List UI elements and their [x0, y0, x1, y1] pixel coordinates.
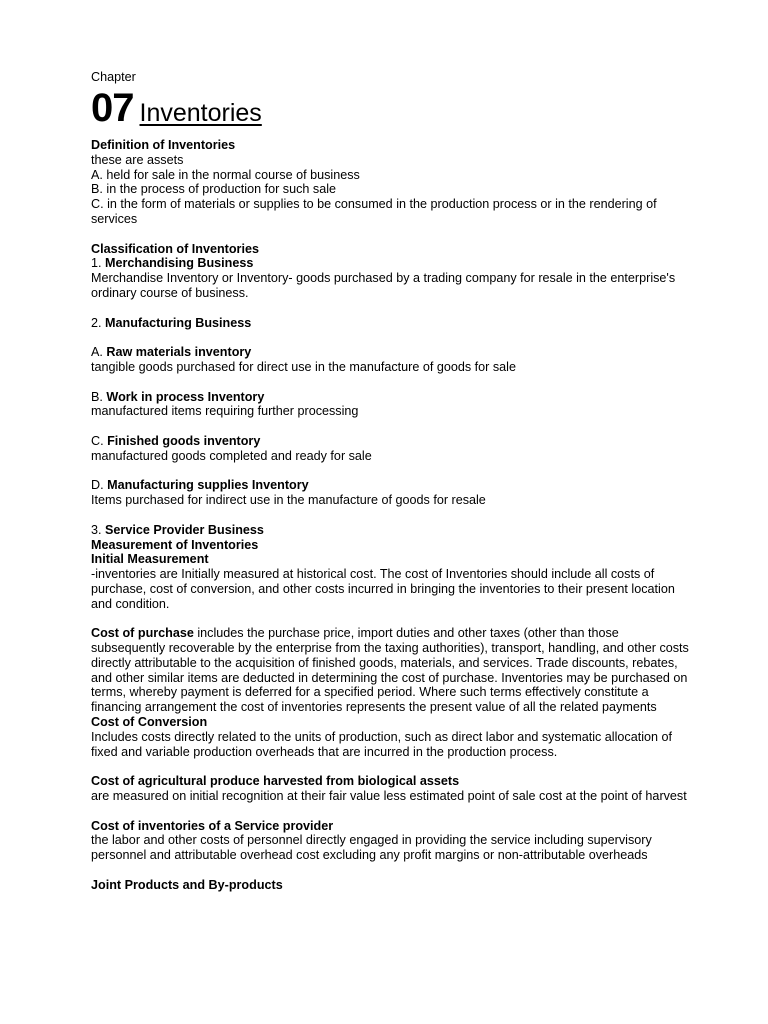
- manufacturing-prefix: 2.: [91, 315, 106, 330]
- spacer: [91, 863, 691, 878]
- cost-of-purchase-paragraph: [91, 626, 691, 715]
- spacer: [91, 508, 691, 523]
- chapter-label: Chapter: [91, 70, 136, 84]
- inventory-type-heading: [91, 478, 691, 493]
- spacer: [91, 375, 691, 390]
- spacer: [91, 419, 691, 434]
- service-business-title: Service Provider Business: [105, 522, 264, 537]
- initial-measurement-body: -inventories are Initially measured at historical cost. The cost of Inventories should include all costs of purchase, cost of conversion, and other costs incurred in bringing the inventories to their present location and condition.: [91, 567, 675, 611]
- initial-measurement-heading: Initial Measurement: [91, 552, 209, 567]
- merchandising-prefix: 1.: [91, 256, 106, 271]
- classification-heading: Classification of Inventories: [91, 241, 259, 256]
- cost-of-purchase-body: includes the purchase price, import duties and other taxes (other than those subsequently recoverable by the enterprise from the taxing authorities), transport, handling, and other costs directly attributable to the acquisition of finished goods, materials, and services. Trade discounts, rebates, and other similar items are deducted in determining the cost of purchase. Inventories may be purchased on terms, whereby payment is deferred for a specified period. Where such terms effectively constitute a financing arrangement the cost of inventories represents the present value of all the related payments: [91, 626, 689, 715]
- spacer: [91, 301, 691, 316]
- inventory-type-body: tangible goods purchased for direct use in the manufacture of goods for sale: [91, 359, 516, 374]
- inventory-type-heading: [91, 434, 691, 449]
- service-business-prefix: 3.: [91, 522, 106, 537]
- inventory-type-prefix: D.: [91, 478, 108, 493]
- inventory-type-prefix: B.: [91, 389, 107, 404]
- spacer: [91, 804, 691, 819]
- document-page: [91, 70, 691, 893]
- definition-line: B. in the process of production for such sale: [91, 182, 337, 197]
- inventory-type-heading: [91, 390, 691, 405]
- spacer: [91, 330, 691, 345]
- spacer: [91, 464, 691, 479]
- chapter-heading: [91, 86, 691, 136]
- measurement-heading: Measurement of Inventories: [91, 537, 259, 552]
- manufacturing-title: Manufacturing Business: [105, 315, 252, 330]
- chapter-title: Inventories: [139, 99, 262, 127]
- manufacturing-heading: [91, 316, 691, 331]
- inventory-type-title: Manufacturing supplies Inventory: [107, 478, 309, 493]
- inventory-type-prefix: C.: [91, 433, 108, 448]
- service-provider-cost-heading: Cost of inventories of a Service provider: [91, 818, 334, 833]
- inventory-type-prefix: A.: [91, 345, 107, 360]
- inventory-type-title: Finished goods inventory: [107, 433, 261, 448]
- chapter-number: 07: [91, 86, 134, 130]
- merchandising-title: Merchandising Business: [105, 256, 254, 271]
- inventory-type-heading: [91, 345, 691, 360]
- inventory-type-body: manufactured items requiring further processing: [91, 404, 359, 419]
- spacer: [91, 612, 691, 627]
- agricultural-produce-body: are measured on initial recognition at their fair value less estimated point of sale cost at the point of harvest: [91, 789, 687, 804]
- inventory-type-title: Raw materials inventory: [106, 345, 252, 360]
- spacer: [91, 759, 691, 774]
- inventory-type-body: manufactured goods completed and ready for sale: [91, 448, 372, 463]
- definition-line: C. in the form of materials or supplies to be consumed in the production process or in the rendering of services: [91, 197, 657, 226]
- spacer: [91, 227, 691, 242]
- agricultural-produce-heading: Cost of agricultural produce harvested from biological assets: [91, 774, 460, 789]
- service-provider-cost-body: the labor and other costs of personnel directly engaged in providing the service including supervisory personnel and attributable overhead cost excluding any profit margins or non-attributable overheads: [91, 833, 652, 863]
- merchandising-body: Merchandise Inventory or Inventory- goods purchased by a trading company for resale in the enterprise's ordinary course of business.: [91, 271, 676, 300]
- inventory-type-title: Work in process Inventory: [106, 389, 265, 404]
- definition-line: A. held for sale in the normal course of business: [91, 167, 360, 182]
- joint-products-heading: Joint Products and By-products: [91, 877, 283, 892]
- definition-line: these are assets: [91, 152, 184, 167]
- cost-of-purchase-term: Cost of purchase: [91, 626, 194, 641]
- merchandising-heading: [91, 256, 691, 271]
- service-business-heading: [91, 523, 691, 538]
- definition-heading: Definition of Inventories: [91, 138, 236, 152]
- inventory-type-body: Items purchased for indirect use in the manufacture of goods for resale: [91, 493, 486, 508]
- cost-of-conversion-body: Includes costs directly related to the units of production, such as direct labor and systematic allocation of fixed and variable production overheads that are incurred in the production process.: [91, 729, 673, 759]
- cost-of-conversion-heading: Cost of Conversion: [91, 715, 208, 730]
